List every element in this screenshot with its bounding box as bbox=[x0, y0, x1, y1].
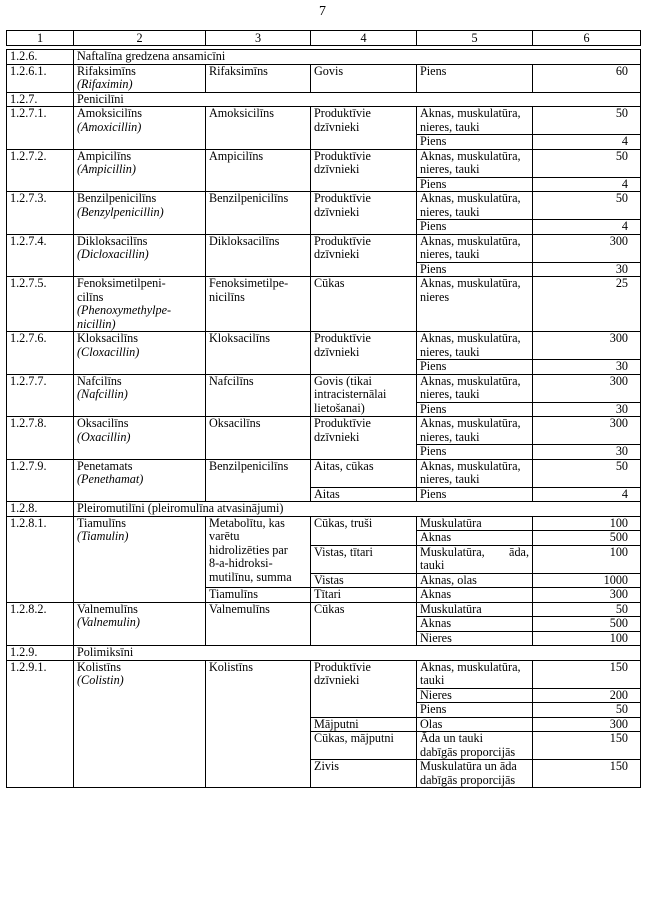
animal-species: Zivis bbox=[311, 760, 417, 788]
animal-species: Cūkas bbox=[311, 602, 417, 646]
row-code: 1.2.7.5. bbox=[7, 277, 74, 332]
mrl-value: 100 bbox=[533, 545, 641, 573]
target-tissue: Aknas, muskulatūra, nieres, tauki bbox=[417, 149, 533, 177]
target-tissue: Aknas bbox=[417, 531, 533, 546]
mrl-value: 500 bbox=[533, 531, 641, 546]
target-tissue: Aknas, muskulatūra, nieres, tauki bbox=[417, 374, 533, 402]
row-code: 1.2.8.1. bbox=[7, 516, 74, 602]
table-row bbox=[7, 64, 641, 92]
section-title: Pleiromutilīni (pleiromulīna atvasinājumi) bbox=[74, 502, 641, 517]
target-tissue: Olas bbox=[417, 717, 533, 732]
animal-species: Cūkas, mājputni bbox=[311, 732, 417, 760]
animal-species: Produktīvie dzīvnieki bbox=[311, 417, 417, 460]
table-row bbox=[7, 107, 641, 135]
page-number: 7 bbox=[319, 4, 326, 19]
mrl-value: 300 bbox=[533, 234, 641, 262]
animal-species: Mājputni bbox=[311, 717, 417, 732]
marker-residue: Oksacilīns bbox=[206, 417, 311, 460]
mrl-value: 300 bbox=[533, 374, 641, 402]
target-tissue: Aknas, muskulatūra, tauki bbox=[417, 660, 533, 688]
target-tissue: Āda un tauki dabīgās proporcijās bbox=[417, 732, 533, 760]
mrl-value: 4 bbox=[533, 135, 641, 150]
mrl-value: 300 bbox=[533, 588, 641, 603]
animal-species: Produktīvie dzīvnieki bbox=[311, 149, 417, 192]
mrl-value: 50 bbox=[533, 459, 641, 487]
column-header: 3 bbox=[206, 31, 311, 46]
mrl-value: 4 bbox=[533, 487, 641, 502]
animal-species: Cūkas bbox=[311, 277, 417, 332]
marker-residue: Rifaksimīns bbox=[206, 64, 311, 92]
target-tissue: Piens bbox=[417, 135, 533, 150]
section-row bbox=[7, 50, 641, 65]
target-tissue: Nieres bbox=[417, 688, 533, 703]
mrl-value: 4 bbox=[533, 177, 641, 192]
marker-residue: Nafcilīns bbox=[206, 374, 311, 417]
table-row bbox=[7, 277, 641, 332]
target-tissue: Aknas, muskulatūra, nieres, tauki bbox=[417, 234, 533, 262]
target-tissue: Muskulatūra bbox=[417, 516, 533, 531]
row-code: 1.2.6.1. bbox=[7, 64, 74, 92]
substance-name: Fenoksimetilpeni- cilīns (Phenoxymethylpe- nicillin) bbox=[74, 277, 206, 332]
animal-species: Produktīvie dzīvnieki bbox=[311, 332, 417, 375]
row-code: 1.2.7.8. bbox=[7, 417, 74, 460]
mrl-value: 50 bbox=[533, 192, 641, 220]
table-row bbox=[7, 516, 641, 531]
target-tissue: Nieres bbox=[417, 631, 533, 646]
row-code: 1.2.7.4. bbox=[7, 234, 74, 277]
table-row bbox=[7, 459, 641, 487]
target-tissue: Aknas, muskulatūra, nieres bbox=[417, 277, 533, 332]
target-tissue: Aknas bbox=[417, 588, 533, 603]
column-header: 2 bbox=[74, 31, 206, 46]
marker-residue: Benzilpenicilīns bbox=[206, 192, 311, 235]
mrl-value: 50 bbox=[533, 107, 641, 135]
marker-residue: Valnemulīns bbox=[206, 602, 311, 646]
substance-name: Oksacilīns (Oxacillin) bbox=[74, 417, 206, 460]
substance-name: Kolistīns (Colistin) bbox=[74, 660, 206, 788]
mrl-value: 100 bbox=[533, 516, 641, 531]
mrl-value: 150 bbox=[533, 760, 641, 788]
target-tissue: Muskulatūra bbox=[417, 602, 533, 617]
marker-residue: Ampicilīns bbox=[206, 149, 311, 192]
marker-residue: Benzilpenicilīns bbox=[206, 459, 311, 502]
marker-residue: Amoksicilīns bbox=[206, 107, 311, 150]
section-code: 1.2.7. bbox=[7, 92, 74, 107]
marker-residue: Metabolītu, kas varētu hidrolizēties par 8-a-hidroksi- mutilīnu, summa bbox=[206, 516, 311, 588]
mrl-value: 50 bbox=[533, 703, 641, 718]
substance-name: Amoksicilīns (Amoxicillin) bbox=[74, 107, 206, 150]
table-row bbox=[7, 374, 641, 402]
substance-name: Tiamulīns (Tiamulin) bbox=[74, 516, 206, 602]
animal-species: Aitas, cūkas bbox=[311, 459, 417, 487]
mrl-value: 50 bbox=[533, 149, 641, 177]
mrl-value: 500 bbox=[533, 617, 641, 632]
marker-residue: Fenoksimetilpe- nicilīns bbox=[206, 277, 311, 332]
target-tissue: Muskulatūra un āda dabīgās proporcijās bbox=[417, 760, 533, 788]
mrl-table bbox=[6, 30, 641, 788]
marker-residue: Kloksacilīns bbox=[206, 332, 311, 375]
substance-name: Ampicilīns (Ampicillin) bbox=[74, 149, 206, 192]
row-code: 1.2.7.2. bbox=[7, 149, 74, 192]
marker-residue: Tiamulīns bbox=[206, 588, 311, 603]
mrl-value: 30 bbox=[533, 262, 641, 277]
target-tissue: Aknas, muskulatūra, nieres, tauki bbox=[417, 107, 533, 135]
mrl-value: 30 bbox=[533, 360, 641, 375]
table-row bbox=[7, 149, 641, 177]
animal-species: Tītari bbox=[311, 588, 417, 603]
row-code: 1.2.7.9. bbox=[7, 459, 74, 502]
target-tissue: Aknas, muskulatūra, nieres, tauki bbox=[417, 459, 533, 487]
table-row bbox=[7, 660, 641, 688]
mrl-value: 30 bbox=[533, 445, 641, 460]
table-row bbox=[7, 332, 641, 360]
target-tissue: Piens bbox=[417, 360, 533, 375]
column-header: 6 bbox=[533, 31, 641, 46]
target-tissue: Piens bbox=[417, 703, 533, 718]
target-tissue: Piens bbox=[417, 220, 533, 235]
substance-name: Valnemulīns (Valnemulin) bbox=[74, 602, 206, 646]
mrl-value: 60 bbox=[533, 64, 641, 92]
substance-name: Rifaksimīns (Rifaximin) bbox=[74, 64, 206, 92]
marker-residue: Dikloksacilīns bbox=[206, 234, 311, 277]
animal-species: Aitas bbox=[311, 487, 417, 502]
substance-name: Kloksacilīns (Cloxacillin) bbox=[74, 332, 206, 375]
target-tissue: Piens bbox=[417, 402, 533, 417]
target-tissue: Piens bbox=[417, 487, 533, 502]
column-header: 1 bbox=[7, 31, 74, 46]
section-code: 1.2.6. bbox=[7, 50, 74, 65]
column-number-row bbox=[7, 31, 641, 46]
row-code: 1.2.7.3. bbox=[7, 192, 74, 235]
target-tissue: Muskulatūra, āda, tauki bbox=[417, 545, 533, 573]
section-row bbox=[7, 502, 641, 517]
substance-name: Benzilpenicilīns (Benzylpenicillin) bbox=[74, 192, 206, 235]
animal-species: Produktīvie dzīvnieki bbox=[311, 107, 417, 150]
table-row bbox=[7, 417, 641, 445]
target-tissue: Piens bbox=[417, 262, 533, 277]
section-code: 1.2.9. bbox=[7, 646, 74, 661]
row-code: 1.2.7.1. bbox=[7, 107, 74, 150]
substance-name: Penetamats (Penethamat) bbox=[74, 459, 206, 502]
mrl-value: 200 bbox=[533, 688, 641, 703]
target-tissue: Aknas, muskulatūra, nieres, tauki bbox=[417, 332, 533, 360]
mrl-value: 1000 bbox=[533, 573, 641, 588]
substance-name: Dikloksacilīns (Dicloxacillin) bbox=[74, 234, 206, 277]
mrl-value: 300 bbox=[533, 417, 641, 445]
animal-species: Produktīvie dzīvnieki bbox=[311, 192, 417, 235]
mrl-value: 100 bbox=[533, 631, 641, 646]
target-tissue: Aknas, muskulatūra, nieres, tauki bbox=[417, 417, 533, 445]
animal-species: Govis (tikai intracisternālai lietošanai) bbox=[311, 374, 417, 417]
row-code: 1.2.8.2. bbox=[7, 602, 74, 646]
section-row bbox=[7, 92, 641, 107]
animal-species: Produktīvie dzīvnieki bbox=[311, 234, 417, 277]
marker-residue: Kolistīns bbox=[206, 660, 311, 788]
table-row bbox=[7, 602, 641, 617]
row-code: 1.2.7.6. bbox=[7, 332, 74, 375]
mrl-value: 300 bbox=[533, 332, 641, 360]
animal-species: Cūkas, truši bbox=[311, 516, 417, 545]
substance-name: Nafcilīns (Nafcillin) bbox=[74, 374, 206, 417]
section-title: Polimiksīni bbox=[74, 646, 641, 661]
row-code: 1.2.9.1. bbox=[7, 660, 74, 788]
animal-species: Govis bbox=[311, 64, 417, 92]
section-row bbox=[7, 646, 641, 661]
target-tissue: Aknas bbox=[417, 617, 533, 632]
target-tissue: Piens bbox=[417, 64, 533, 92]
mrl-value: 300 bbox=[533, 717, 641, 732]
mrl-value: 50 bbox=[533, 602, 641, 617]
animal-species: Vistas, tītari bbox=[311, 545, 417, 573]
column-header: 5 bbox=[417, 31, 533, 46]
target-tissue: Aknas, olas bbox=[417, 573, 533, 588]
section-code: 1.2.8. bbox=[7, 502, 74, 517]
target-tissue: Piens bbox=[417, 445, 533, 460]
animal-species: Produktīvie dzīvnieki bbox=[311, 660, 417, 717]
table-row bbox=[7, 234, 641, 262]
animal-species: Vistas bbox=[311, 573, 417, 588]
section-title: Naftalīna gredzena ansamicīni bbox=[74, 50, 641, 65]
mrl-value: 25 bbox=[533, 277, 641, 332]
table-row bbox=[7, 192, 641, 220]
target-tissue: Aknas, muskulatūra, nieres, tauki bbox=[417, 192, 533, 220]
mrl-value: 30 bbox=[533, 402, 641, 417]
row-code: 1.2.7.7. bbox=[7, 374, 74, 417]
mrl-value: 4 bbox=[533, 220, 641, 235]
section-title: Penicilīni bbox=[74, 92, 641, 107]
column-header: 4 bbox=[311, 31, 417, 46]
target-tissue: Piens bbox=[417, 177, 533, 192]
mrl-value: 150 bbox=[533, 660, 641, 688]
mrl-value: 150 bbox=[533, 732, 641, 760]
